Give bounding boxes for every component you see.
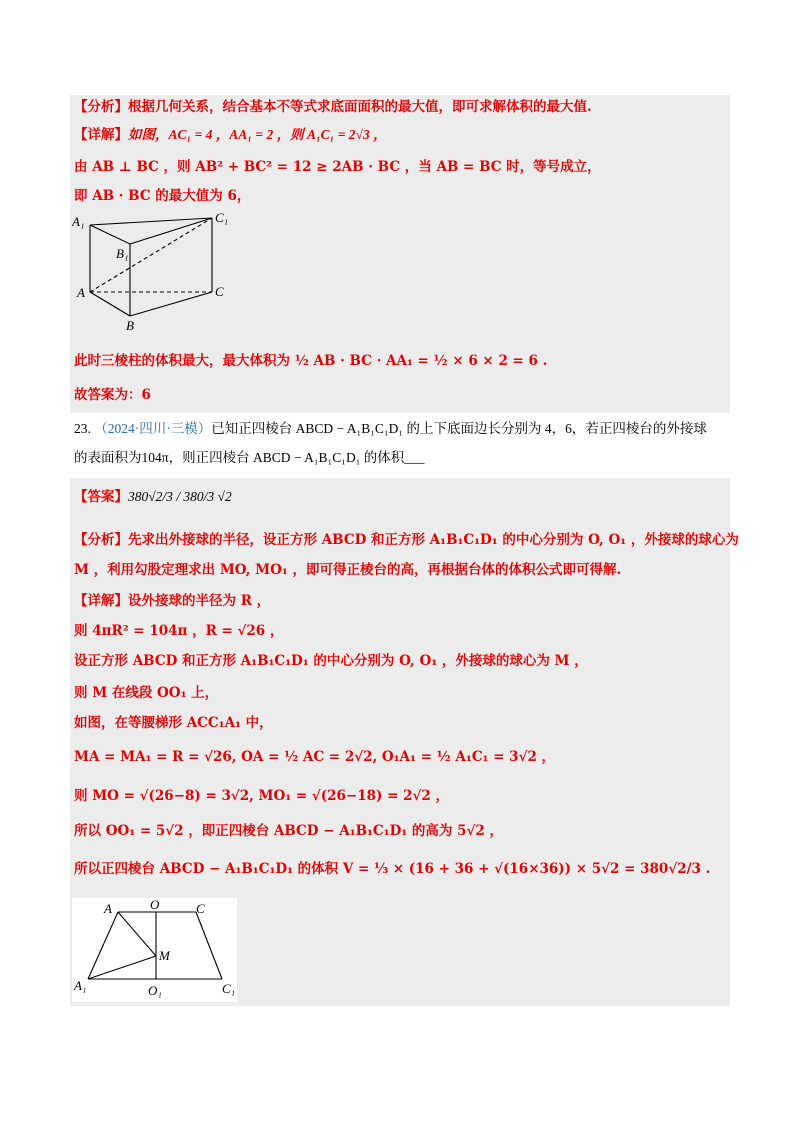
detail-text: 如图，AC₁ = 4 ，AA₁ = 2 ，则 A₁C₁ = 2√3 ， (128, 127, 387, 142)
label-c: C (196, 901, 205, 916)
edge-c-c1 (196, 912, 222, 979)
question-text-2: 的表面积为104π，则正四棱台 ABCD − A₁B₁C₁D₁ 的体积___ (74, 450, 425, 465)
detail-line-2c (74, 652, 588, 670)
detail-tag: 【详解】 (74, 127, 128, 143)
detail-line-2g (74, 787, 449, 805)
prism-figure (72, 208, 232, 336)
label-a1: A₁ (74, 978, 87, 993)
label-c1: C₁ (215, 210, 229, 225)
answer-tag: 【答案】 (74, 489, 128, 505)
radius-equation: 则 4πR² = 104π ，R = √26 ， (74, 623, 284, 639)
height-line: 所以 OO₁ = 5√2 ，即正四棱台 ABCD − A₁B₁C₁D₁ 的高为 5√2 ， (74, 823, 503, 839)
answer-text: 380√2/3 / 380/3 √2 (128, 489, 232, 504)
question-text-1: 已知正四棱台 ABCD − A₁B₁C₁D₁ 的上下底面边长分别为 4，6，若正四棱台的外接球 (211, 421, 707, 436)
analysis-text-2a: 先求出外接球的半径，设正方形 ABCD 和正方形 A₁B₁C₁D₁ 的中心分别为 O, O₁ ，外接球的球心为 (128, 532, 739, 548)
detail-text-2: 设外接球的半径为 R ， (128, 593, 271, 609)
edge-a-a1 (88, 912, 118, 979)
distance-equations: MA = MA₁ = R = √26, OA = ½ AC = 2√2, O₁A₁ = ½ A₁C₁ = 3√2 ， (74, 749, 556, 765)
mo-values: 则 MO = √(26−8) = 3√2, MO₁ = √(26−18) = 2√2 ， (74, 788, 449, 804)
detail-line-1 (74, 126, 387, 144)
analysis-text-2b: M ，利用勾股定理求出 MO, MO₁ ，即可得正棱台的高，再根据台体的体积公式即可得解. (74, 562, 622, 578)
edge-a-b (90, 292, 130, 316)
label-a: A (104, 901, 112, 916)
question-line-1 (74, 420, 707, 438)
detail-line-2i (74, 860, 710, 878)
edge-a1-b1 (90, 225, 130, 244)
detail-line-2f (74, 748, 555, 766)
question-number: 23. (74, 421, 91, 436)
question-line-2 (74, 449, 425, 467)
final-answer-1: 故答案为：6 (74, 387, 151, 403)
volume-line: 所以正四棱台 ABCD − A₁B₁C₁D₁ 的体积 V = ⅓ × (16 + 36 + √(16×36)) × 5√2 = 380√2/3 . (74, 861, 711, 877)
detail-line-2a (74, 592, 270, 610)
analysis-line-1 (74, 98, 592, 116)
label-m: M (159, 948, 170, 963)
detail-line-2e (74, 714, 273, 732)
ab-bc-inequality: 由 AB ⊥ BC ，则 AB² + BC² = 12 ≥ 2AB · BC ，当 AB = BC 时，等号成立， (74, 159, 601, 175)
label-c: C (215, 284, 224, 299)
detail-line-2d (74, 684, 218, 702)
answer-line-1 (74, 386, 151, 404)
segment-a1-m (88, 956, 156, 979)
analysis-tag-2: 【分析】 (74, 532, 128, 548)
max-volume-line: 此时三棱柱的体积最大，最大体积为 ½ AB · BC · AA₁ = ½ × 6 × 2 = 6 . (74, 353, 548, 369)
detail-line-2b (74, 622, 283, 640)
analysis-tag: 【分析】 (74, 99, 128, 115)
isosceles-trapezoid: 如图，在等腰梯形 ACC₁A₁ 中， (74, 715, 273, 731)
label-b: B (126, 318, 134, 333)
analysis-line-2a (74, 531, 739, 549)
analysis-line-2b (74, 561, 621, 579)
analysis-text: 根据几何关系，结合基本不等式求底面面积的最大值，即可求解体积的最大值. (128, 99, 592, 115)
detail-line-3 (74, 187, 250, 205)
label-o1: O₁ (148, 983, 162, 998)
edge-b-c (130, 292, 212, 316)
detail-line-2h (74, 822, 503, 840)
detail-line-2 (74, 158, 601, 176)
m-on-segment: 则 M 在线段 OO₁ 上， (74, 685, 219, 701)
label-a1: A₁ (72, 214, 85, 229)
label-c1: C₁ (222, 981, 236, 996)
trapezoid-figure (72, 898, 237, 1002)
centers-definition: 设正方形 ABCD 和正方形 A₁B₁C₁D₁ 的中心分别为 O, O₁ ，外接球的球心为 M ， (74, 653, 588, 669)
detail-line-4 (74, 352, 547, 370)
diag-a-c1-dashed (90, 218, 212, 292)
label-a: A (77, 285, 85, 300)
label-o: O (150, 898, 160, 912)
detail-tag-2: 【详解】 (74, 593, 128, 609)
label-b1: B₁ (116, 246, 129, 261)
answer-line-2 (74, 488, 232, 506)
segment-a-m (118, 912, 156, 956)
question-source[interactable]: （2024·四川·三模） (94, 421, 212, 436)
max-value-line: 即 AB · BC 的最大值为 6， (74, 188, 251, 204)
